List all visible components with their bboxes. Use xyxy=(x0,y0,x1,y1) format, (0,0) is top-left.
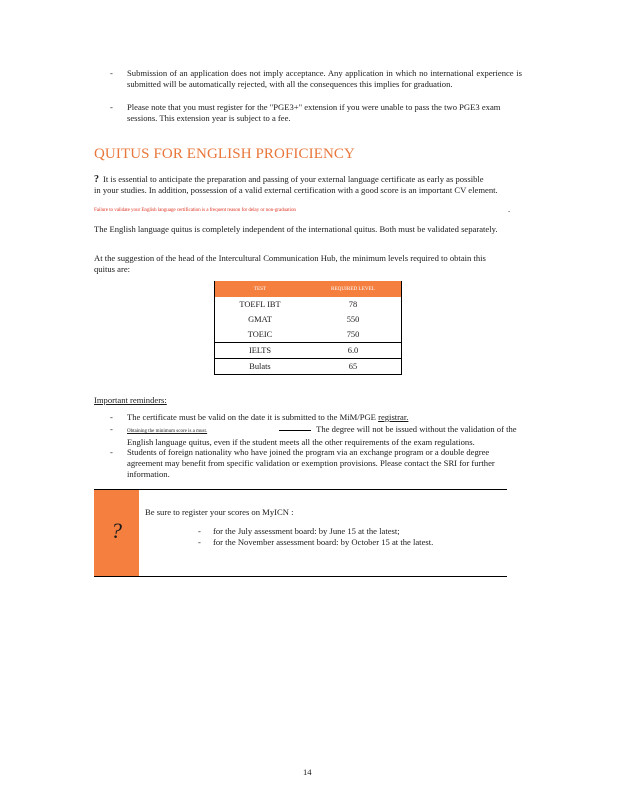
section-heading: QUITUS FOR ENGLISH PROFICIENCY xyxy=(94,146,355,162)
page-number: 14 xyxy=(303,767,312,777)
bullet-text: Please note that you must register for the "PGE3+" extension if you were unable to pass the two PGE3 exam sessions. This extension year is subject to a fee. xyxy=(127,102,501,124)
reminders-title: Important reminders: xyxy=(94,395,167,405)
column-header-test: TEST xyxy=(215,281,305,297)
suggestion-line: quitus are: xyxy=(94,264,131,275)
cell-level: 65 xyxy=(305,359,402,375)
intro-line: in your studies. In addition, possession of a valid external certification with a good score is an important CV element. xyxy=(94,185,498,196)
bullet-dash: - xyxy=(110,424,113,434)
callout-item xyxy=(198,537,434,548)
intro-line xyxy=(94,174,524,185)
reminder-item xyxy=(110,424,522,448)
intro-marker: ? xyxy=(94,174,99,185)
suggestion-paragraph xyxy=(94,253,524,275)
callout-item-text: for the November assessment board: by October 15 at the latest. xyxy=(213,537,434,547)
bullet-text: Submission of an application does not imply acceptance. Any application in which no international experience is submitted will be automatically rejected, with all the consequences this implies for graduation. xyxy=(127,68,522,90)
reminder-line xyxy=(127,424,522,437)
bullet-dash: - xyxy=(110,68,113,78)
table-row xyxy=(215,312,402,327)
reminder-item xyxy=(110,412,517,423)
cell-level: 78 xyxy=(348,300,358,309)
callout-bottom-rule xyxy=(94,576,507,577)
cell-level: 550 xyxy=(346,315,360,324)
independence-paragraph: The English language quitus is completely independent of the international quitus. Both must be validated separately. xyxy=(94,224,498,234)
cell-test: GMAT xyxy=(248,315,272,324)
bullet-item xyxy=(110,68,522,90)
bullet-dash: - xyxy=(198,537,201,547)
reminder-text: The degree will not be issued without the validation of the xyxy=(316,424,517,434)
table-row xyxy=(215,359,402,375)
bullet-dash: - xyxy=(198,526,201,536)
bullet-dash: - xyxy=(110,447,113,457)
reminder-line: information. xyxy=(127,469,170,480)
callout-icon-panel xyxy=(94,490,139,576)
registrar-link[interactable]: registrar. xyxy=(378,412,409,422)
cell-level: 750 xyxy=(346,330,360,339)
column-header-level: REQUIRED LEVEL xyxy=(305,281,402,297)
warning-tail: . xyxy=(508,204,511,214)
intro-paragraph xyxy=(94,174,524,196)
table-row xyxy=(215,297,402,312)
cell-test: Bulats xyxy=(215,359,305,375)
blank-line xyxy=(279,430,311,431)
question-mark-icon: ? xyxy=(111,518,122,543)
bullet-dash: - xyxy=(110,102,113,112)
callout-title: Be sure to register your scores on MyICN : xyxy=(145,507,294,517)
warning-text: Failure to validate your English language certification is a frequent reason for delay or non-graduation xyxy=(94,207,296,213)
reminder-item xyxy=(110,447,522,481)
suggestion-line: At the suggestion of the head of the Intercultural Communication Hub, the minimum levels required to obtain this xyxy=(94,253,486,263)
cell-test: TOEFL IBT xyxy=(239,300,281,309)
cell-level: 6.0 xyxy=(305,343,402,359)
bullet-item xyxy=(110,102,522,124)
reminder-line: English language quitus, even if the student meets all the other requirements of the exam regulations. xyxy=(127,437,475,448)
reminder-text: The certificate must be valid on the date it is submitted to the MiM/PGE xyxy=(127,412,379,422)
cell-test: IELTS xyxy=(215,343,305,359)
table-row xyxy=(215,343,402,359)
reminder-line: agreement may benefit from specific validation or exemption provisions. Please contact the SRI for further xyxy=(127,458,495,469)
cell-test: TOEIC xyxy=(247,330,273,339)
callout-item-text: for the July assessment board: by June 15 at the latest; xyxy=(213,526,400,536)
callout-top-rule xyxy=(94,489,507,490)
table-header-row xyxy=(215,281,402,297)
callout-item xyxy=(198,526,400,537)
required-levels-table xyxy=(214,281,402,375)
table-row xyxy=(215,327,402,343)
reminder-line: Students of foreign nationality who have joined the program via an exchange program or a double degree xyxy=(127,447,490,457)
intro-text: It is essential to anticipate the preparation and passing of your external language certificate as early as possible xyxy=(103,174,484,184)
reminder-small-text: Obtaining the minimum score is a must. xyxy=(127,429,208,434)
bullet-dash: - xyxy=(110,412,113,422)
